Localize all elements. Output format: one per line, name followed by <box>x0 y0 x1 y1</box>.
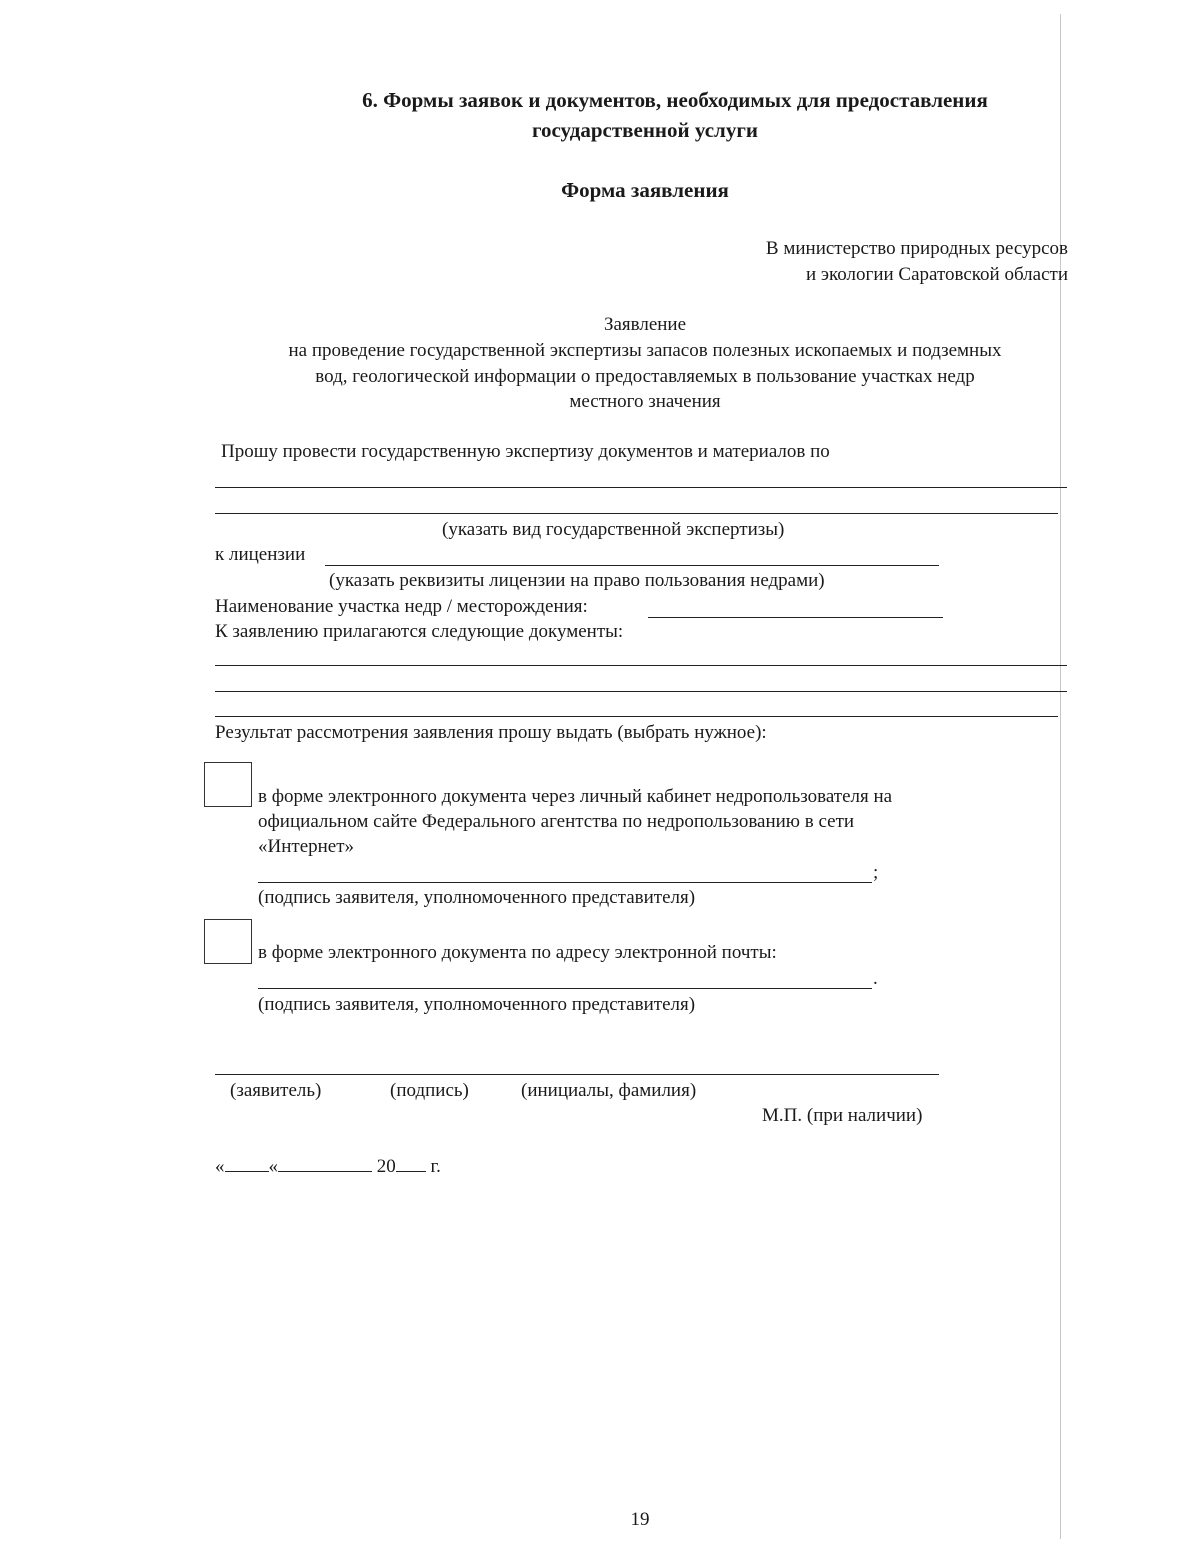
option2-end-mark: . <box>873 968 878 989</box>
option1-line2: официальном сайте Федерального агентства по недропользованию в сети <box>258 811 855 832</box>
statement-title: Заявление <box>603 314 687 335</box>
statement-subject-line1: на проведение государственной экспертизы запасов полезных ископаемых и подземных <box>288 340 1002 361</box>
option1-signature-hint: (подпись заявителя, уполномоченного представителя) <box>258 887 696 908</box>
sig-name-label: (инициалы, фамилия) <box>521 1080 697 1101</box>
section-title-line2: государственной услуги <box>532 118 758 142</box>
date-open-quote: « <box>215 1156 225 1177</box>
fill-line-docs-1 <box>215 665 1067 666</box>
sig-signature-label: (подпись) <box>390 1080 469 1101</box>
date-year-suffix: г. <box>430 1156 441 1177</box>
fill-line-docs-2 <box>215 691 1067 692</box>
fill-line-expertise-2 <box>215 513 1058 514</box>
date-day-blank <box>225 1170 269 1172</box>
fill-line-site-name <box>648 617 943 618</box>
sig-applicant-label: (заявитель) <box>230 1080 322 1101</box>
date-year-blank <box>396 1170 426 1172</box>
option1-end-mark: ; <box>873 862 879 883</box>
form-title: Форма заявления <box>561 178 729 202</box>
statement-subject-line2: вод, геологической информации о предоставляемых в пользование участках недр <box>315 366 975 387</box>
date-month-blank <box>278 1170 372 1172</box>
option2-checkbox[interactable] <box>204 919 252 964</box>
fill-line-option1-signature <box>258 882 872 883</box>
option2-line1: в форме электронного документа по адресу электронной почты: <box>258 942 777 963</box>
site-name-label: Наименование участка недр / месторождения: <box>215 596 588 617</box>
option2-signature-hint: (подпись заявителя, уполномоченного представителя) <box>258 994 696 1015</box>
request-text: Прошу провести государственную экспертизу документов и материалов по <box>221 441 830 462</box>
fill-line-applicant-signature <box>215 1074 939 1075</box>
date-line <box>215 1156 441 1178</box>
fill-line-expertise-1 <box>215 487 1067 488</box>
attached-docs-label: К заявлению прилагаются следующие документы: <box>215 621 624 642</box>
statement-subject-line3: местного значения <box>569 391 721 412</box>
hint-license-details: (указать реквизиты лицензии на право пользования недрами) <box>329 570 825 591</box>
fill-line-license <box>325 565 939 566</box>
page-number: 19 <box>630 1509 650 1530</box>
date-mid-quote: « <box>268 1156 278 1177</box>
license-label: к лицензии <box>215 544 306 565</box>
addressee-line2: и экологии Саратовской области <box>805 264 1068 285</box>
result-label: Результат рассмотрения заявления прошу выдать (выбрать нужное): <box>215 722 767 743</box>
stamp-label: М.П. (при наличии) <box>762 1105 923 1126</box>
option1-line3: «Интернет» <box>258 836 355 857</box>
date-year-prefix: 20 <box>376 1156 396 1177</box>
option1-checkbox[interactable] <box>204 762 252 807</box>
hint-expertise-type: (указать вид государственной экспертизы) <box>442 519 785 540</box>
option1-line1: в форме электронного документа через личный кабинет недропользователя на <box>258 786 893 807</box>
fill-line-option2-email <box>258 988 872 989</box>
addressee-line1: В министерство природных ресурсов <box>765 238 1068 259</box>
section-title-line1: 6. Формы заявок и документов, необходимых для предоставления <box>362 88 988 112</box>
fill-line-docs-3 <box>215 716 1058 717</box>
